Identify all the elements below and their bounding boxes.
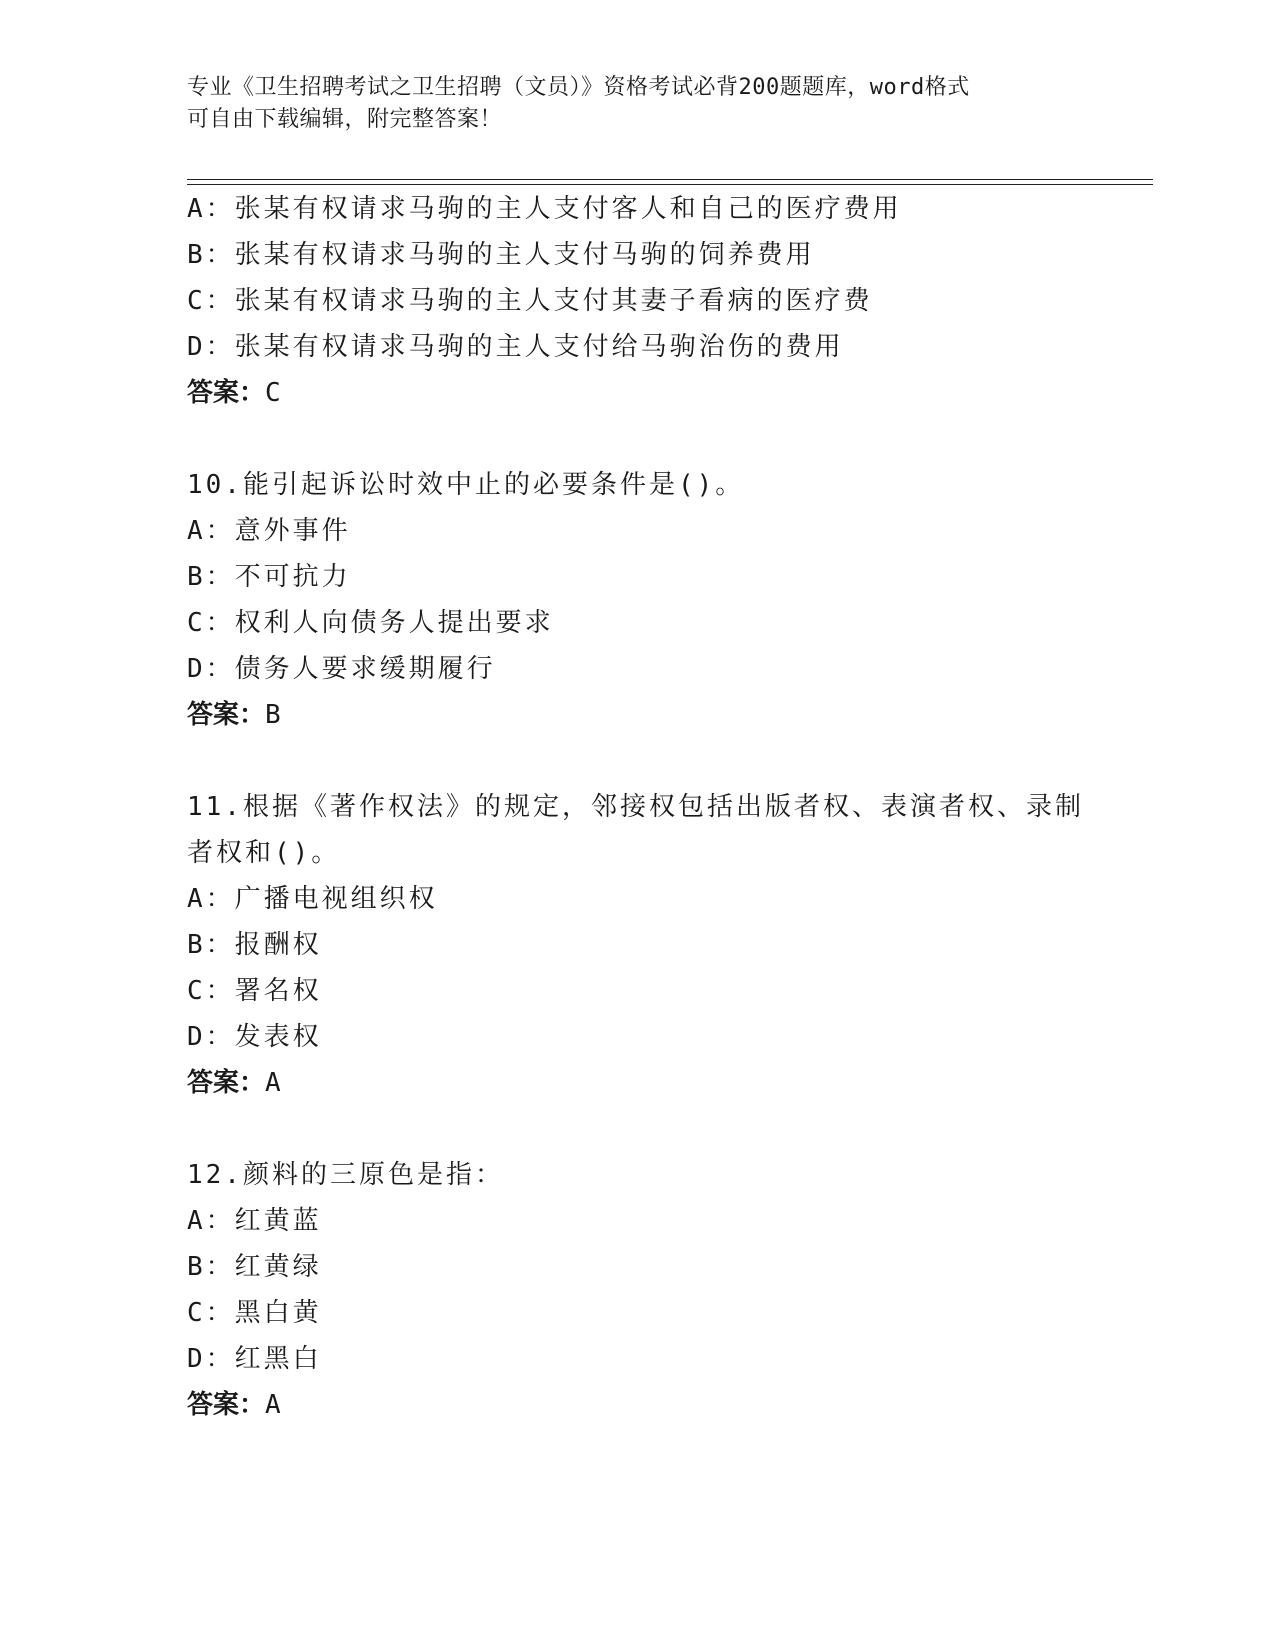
option-a: A：张某有权请求马驹的主人支付客人和自己的医疗费用 xyxy=(187,194,902,224)
option-d: D：张某有权请求马驹的主人支付给马驹治伤的费用 xyxy=(187,332,844,362)
header-title-line-1: 专业《卫生招聘考试之卫生招聘（文员）》资格考试必背200题题库，word格式 xyxy=(187,75,970,100)
question-10 xyxy=(187,462,1087,738)
option-b: B：张某有权请求马驹的主人支付马驹的饲养费用 xyxy=(187,240,815,270)
option-c: C：权利人向债务人提出要求 xyxy=(187,608,554,638)
answer-line xyxy=(187,370,1087,416)
question-stem-line-1: 11.根据《著作权法》的规定，邻接权包括出版者权、表演者权、录制 xyxy=(187,792,1084,822)
answer-value: A xyxy=(265,1390,284,1420)
answer-label: 答案： xyxy=(187,1068,266,1098)
answer-value: C xyxy=(265,378,284,408)
answer-label: 答案： xyxy=(187,1390,266,1420)
question-stem-line-2: 者权和()。 xyxy=(187,838,341,868)
question-stem: 10.能引起诉讼时效中止的必要条件是()。 xyxy=(187,470,745,500)
question-list xyxy=(187,186,1087,1428)
option-a: A：意外事件 xyxy=(187,516,351,546)
option-d: D：债务人要求缓期履行 xyxy=(187,654,496,684)
header-divider-top xyxy=(187,179,1153,180)
answer-label: 答案： xyxy=(187,378,266,408)
question-stem: 12.颜料的三原色是指： xyxy=(187,1160,504,1190)
answer-line xyxy=(187,692,1087,738)
header-title-line-2: 可自由下载编辑，附完整答案！ xyxy=(187,107,503,132)
question-9 xyxy=(187,186,1087,416)
question-12 xyxy=(187,1152,1087,1428)
answer-line xyxy=(187,1060,1087,1106)
answer-line xyxy=(187,1382,1087,1428)
option-c: C：署名权 xyxy=(187,976,322,1006)
document-header xyxy=(187,72,1067,136)
option-a: A：红黄蓝 xyxy=(187,1206,322,1236)
option-c: C：张某有权请求马驹的主人支付其妻子看病的医疗费 xyxy=(187,286,873,316)
answer-value: A xyxy=(265,1068,284,1098)
option-b: B：不可抗力 xyxy=(187,562,351,592)
option-c: C：黑白黄 xyxy=(187,1298,322,1328)
option-b: B：红黄绿 xyxy=(187,1252,322,1282)
answer-label: 答案： xyxy=(187,700,266,730)
option-b: B：报酬权 xyxy=(187,930,322,960)
option-d: D：红黑白 xyxy=(187,1344,322,1374)
option-a: A：广播电视组织权 xyxy=(187,884,438,914)
answer-value: B xyxy=(265,700,284,730)
question-11 xyxy=(187,784,1087,1106)
header-divider-bottom xyxy=(187,184,1153,185)
option-d: D：发表权 xyxy=(187,1022,322,1052)
